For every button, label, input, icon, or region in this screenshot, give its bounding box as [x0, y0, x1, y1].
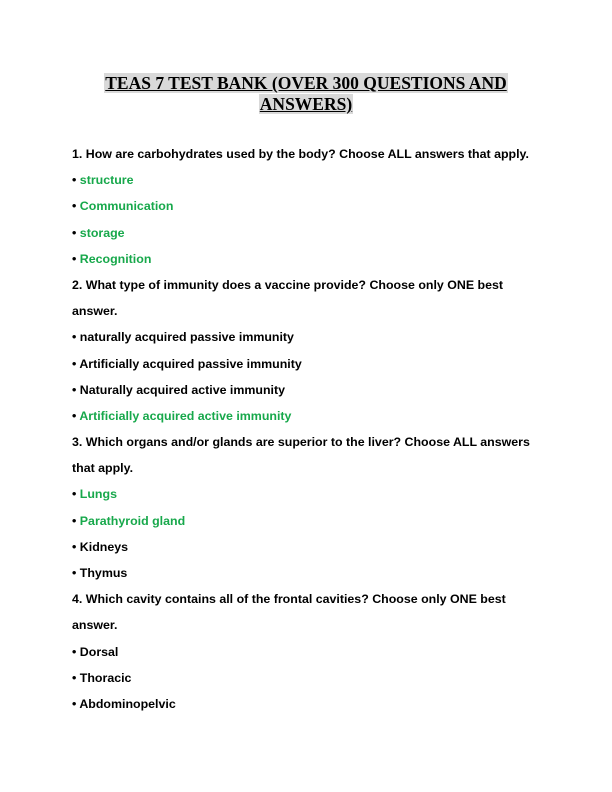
option-text: Kidneys: [79, 539, 128, 554]
option-text: Naturally acquired active immunity: [79, 382, 285, 397]
bullet-icon: •: [72, 173, 77, 188]
question-2-text-cont: answer.: [72, 304, 118, 319]
option-text: Parathyroid gland: [79, 513, 186, 528]
question-3-text: 3. Which organs and/or glands are superior to the liver? Choose ALL answers: [72, 435, 530, 450]
answer-option: [72, 668, 542, 694]
question-2-text: 2. What type of immunity does a vaccine provide? Choose only ONE best: [72, 277, 504, 292]
bullet-icon: •: [72, 199, 77, 214]
option-text: Dorsal: [79, 644, 119, 659]
bullet-icon: •: [72, 566, 77, 580]
option-text: Artificially acquired passive immunity: [79, 356, 302, 371]
question-1-text: 1. How are carbohydrates used by the body? Choose ALL answers that apply.: [72, 147, 529, 161]
bullet-icon: •: [72, 330, 77, 345]
answer-option: [72, 406, 542, 432]
option-text: Communication: [79, 199, 174, 214]
answer-option: [72, 249, 542, 275]
answer-option: [72, 380, 542, 406]
bullet-icon: •: [72, 487, 77, 502]
bullet-icon: •: [72, 539, 77, 554]
bullet-icon: •: [72, 408, 77, 423]
bullet-icon: •: [72, 356, 77, 371]
question-list: [72, 144, 542, 720]
bullet-icon: •: [72, 513, 77, 528]
bullet-icon: •: [72, 225, 77, 240]
answer-option: [72, 170, 542, 196]
bullet-icon: •: [72, 696, 77, 711]
answer-option: [72, 327, 542, 353]
title-line-1: TEAS 7 TEST BANK (OVER 300 QUESTIONS AND: [105, 73, 507, 93]
question-4-text: 4. Which cavity contains all of the frontal cavities? Choose only ONE best: [72, 592, 506, 607]
option-text: Artificially acquired active immunity: [79, 408, 292, 423]
option-text: Thymus: [79, 566, 128, 580]
bullet-icon: •: [72, 644, 77, 659]
answer-option: [72, 354, 542, 380]
question-4-text-cont: answer.: [72, 618, 118, 633]
option-text: structure: [79, 173, 134, 188]
answer-option: [72, 694, 542, 720]
option-text: Thoracic: [79, 670, 132, 685]
option-text: Recognition: [79, 251, 152, 266]
title-line-2: ANSWERS): [259, 94, 353, 114]
answer-option: [72, 484, 542, 510]
answer-option: [72, 642, 542, 668]
answer-option: [72, 563, 542, 589]
option-text: naturally acquired passive immunity: [79, 330, 294, 345]
document-title: [96, 73, 516, 115]
answer-option: [72, 511, 542, 537]
option-text: Lungs: [79, 487, 117, 502]
answer-option: [72, 537, 542, 563]
answer-option: [72, 196, 542, 222]
bullet-icon: •: [72, 670, 77, 685]
bullet-icon: •: [72, 382, 77, 397]
bullet-icon: •: [72, 251, 77, 266]
option-text: Abdominopelvic: [79, 696, 176, 711]
option-text: storage: [79, 225, 125, 240]
answer-option: [72, 223, 542, 249]
question-3-text-cont: that apply.: [72, 461, 134, 476]
